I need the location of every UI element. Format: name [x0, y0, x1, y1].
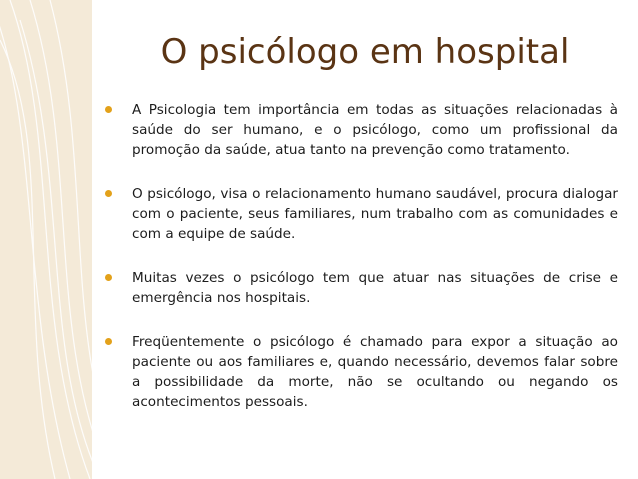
bullet-icon: [105, 274, 112, 281]
bullet-text: Muitas vezes o psicólogo tem que atuar nas situações de crise e emergência nos hospitais.: [132, 270, 618, 306]
bullet-icon: [105, 106, 112, 113]
side-decoration-lines: [0, 0, 92, 479]
bullet-icon: [105, 338, 112, 345]
bullet-icon: [105, 190, 112, 197]
bullet-item: [103, 332, 618, 412]
bullet-item: [103, 100, 618, 160]
bullet-text: O psicólogo, visa o relacionamento humano saudável, procura dialogar com o paciente, seus familiares, num trabalho com as comunidades e com a equipe de saúde.: [132, 186, 618, 242]
slide-title: O psicólogo em hospital: [160, 32, 570, 72]
bullet-item: [103, 184, 618, 244]
bullet-text: A Psicologia tem importância em todas as situações relacionadas à saúde do ser humano, e o psicólogo, como um profissional da promoção da saúde, atua tanto na prevenção como tratamento.: [132, 102, 618, 158]
bullet-item: [103, 268, 618, 308]
bullet-text: Freqüentemente o psicólogo é chamado para expor a situação ao paciente ou aos familiares e, quando necessário, devemos falar sobre a possibilidade da morte, não se ocultando ou negando os acontecimentos pessoais.: [132, 334, 618, 410]
bullet-list: [103, 100, 618, 412]
